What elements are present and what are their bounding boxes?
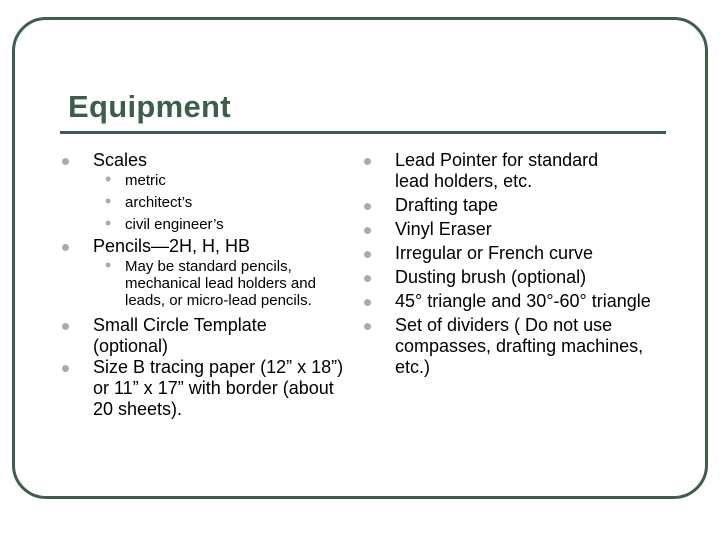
bullet-icon bbox=[364, 323, 371, 330]
bullet-icon bbox=[364, 158, 371, 165]
list-item-lead-pointer: Lead Pointer for standard lead holders, etc. bbox=[362, 150, 635, 192]
bullet-icon bbox=[62, 158, 69, 165]
list-item-tracing-paper bbox=[60, 357, 353, 420]
slide-title: Equipment bbox=[68, 89, 231, 124]
list-item-french-curve: Irregular or French curve bbox=[362, 243, 662, 264]
list-item-vinyl-eraser: Vinyl Eraser bbox=[362, 219, 662, 240]
sub-bullet-icon: • bbox=[105, 191, 112, 211]
list-item-text: Small Circle Template (optional) bbox=[93, 315, 267, 356]
list-item-text: Pencils—2H, H, HB bbox=[93, 236, 251, 256]
list-item-dusting-brush: Dusting brush (optional) bbox=[362, 267, 662, 288]
sub-bullet-icon: • bbox=[105, 255, 112, 275]
list-item-dividers: Set of dividers ( Do not use compasses, drafting machines, etc.) bbox=[362, 315, 665, 378]
sub-item: • civil engineer’s bbox=[105, 213, 224, 233]
sub-bullet-icon: • bbox=[105, 213, 112, 233]
sub-item: • architect’s bbox=[105, 191, 193, 211]
bullet-icon bbox=[364, 203, 371, 210]
bullet-icon bbox=[364, 299, 371, 306]
list-item-pencils bbox=[60, 236, 360, 309]
list-item-scales bbox=[60, 150, 360, 234]
sub-item: • May be standard pencils, mechanical lead holders and leads, or micro-lead pencils. bbox=[105, 255, 316, 309]
bullet-icon bbox=[364, 251, 371, 258]
sub-list bbox=[93, 169, 360, 234]
bullet-icon bbox=[364, 275, 371, 282]
list-item-text: Size B tracing paper (12” x 18”) or 11” x 17” with border (about 20 sheets). bbox=[93, 357, 344, 419]
list-item-text: Scales bbox=[93, 150, 148, 170]
list-item-drafting-tape: Drafting tape bbox=[362, 195, 662, 216]
sub-list bbox=[93, 255, 360, 309]
bullet-icon bbox=[364, 227, 371, 234]
sub-bullet-icon: • bbox=[105, 169, 112, 189]
right-column bbox=[362, 150, 662, 378]
title-divider bbox=[60, 131, 666, 134]
bullet-icon bbox=[62, 323, 69, 330]
list-item-circle-template bbox=[60, 315, 303, 357]
sub-item: • metric bbox=[105, 169, 166, 189]
left-column bbox=[60, 150, 360, 420]
bullet-icon bbox=[62, 244, 69, 251]
bullet-icon bbox=[62, 365, 69, 372]
list-item-triangles: 45° triangle and 30°-60° triangle bbox=[362, 291, 655, 312]
